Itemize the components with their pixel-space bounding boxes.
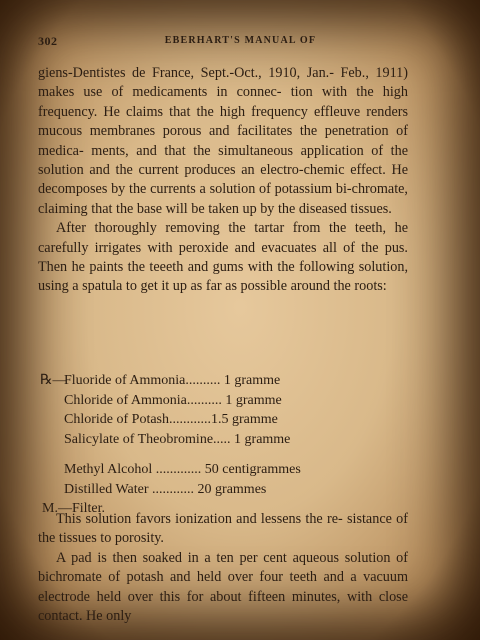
ingredient-line: Chloride of Ammonia.......... 1 gramme <box>64 392 282 408</box>
text-line: This solution favors ionization and lessens the re- <box>56 511 347 527</box>
page-number: 302 <box>38 34 58 48</box>
text-line: Feb., 1911) makes use of medicaments in connec- <box>38 65 408 101</box>
paragraph-2 <box>38 219 408 297</box>
text-line: ments, and that the simultaneous application of the <box>91 142 408 159</box>
running-title: EBERHART'S MANUAL OF <box>164 35 317 46</box>
ingredient-line: Distilled Water ............ 20 grammes <box>64 481 267 497</box>
text-line: be taken up by the diseased tissues. <box>191 200 392 217</box>
page-header <box>38 34 443 50</box>
text-line: and gums with the following solution, using a <box>38 259 408 295</box>
paragraph-4 <box>38 549 408 627</box>
text-line: teeth and a vacuum electrode held over this for <box>38 569 409 605</box>
text-line: potassium bi-chromate, claiming that the base will <box>38 181 408 217</box>
text-line: roots: <box>354 278 387 295</box>
body-text <box>38 64 408 297</box>
recipe-symbol: ℞— <box>40 373 67 388</box>
prescription-row <box>40 371 420 391</box>
prescription-row <box>40 410 420 430</box>
paragraph-3 <box>38 510 408 549</box>
text-line: solution and the current produces an electro-chemic <box>38 162 351 179</box>
ingredient-line: Methyl Alcohol ............. 50 centigrammes <box>64 462 301 477</box>
ingredient-line: Chloride of Potash............1.5 gramme <box>64 412 278 427</box>
text-line: evacuates all of the pus. Then he paints the teeeth <box>38 239 408 276</box>
filter-line: M.—Filter. <box>42 501 106 516</box>
prescription-row <box>40 430 420 450</box>
text-line: giens-Dentistes de France, Sept.-Oct., 1910, Jan.- <box>38 65 341 81</box>
text-line: porous and facilitates the penetration of medica- <box>38 123 409 159</box>
paragraph-1 <box>38 64 408 219</box>
closing-text <box>38 510 408 626</box>
text-line: sistance of the tissues to porosity. <box>38 511 408 547</box>
ingredient-line: Salicylate of Theobromine..... 1 gramme <box>64 431 291 447</box>
text-line: After thoroughly removing the tartar from the <box>56 220 355 237</box>
text-line: high frequency effleuve renders mucous membranes <box>38 103 409 140</box>
text-line: spatula to get it up as far as possible around the <box>82 278 355 295</box>
text-line: effect. He decomposes by the currents a solution of <box>38 162 408 198</box>
text-line: about fifteen minutes, with close contact. He only <box>38 588 408 625</box>
text-line: tion with the high frequency. He claims that the <box>38 84 408 120</box>
text-line: teeth, he carefully irrigates with peroxide and <box>38 220 408 256</box>
ingredient-line: Fluoride of Ammonia.......... 1 gramme <box>64 373 281 388</box>
prescription-row <box>40 460 420 480</box>
text-line: A pad is then soaked in a ten per cent aqueous <box>56 549 345 566</box>
prescription-row <box>40 480 420 500</box>
text-line: solution of bichromate of potash and held over four <box>38 549 408 586</box>
prescription <box>40 371 420 519</box>
prescription-row <box>40 391 420 411</box>
